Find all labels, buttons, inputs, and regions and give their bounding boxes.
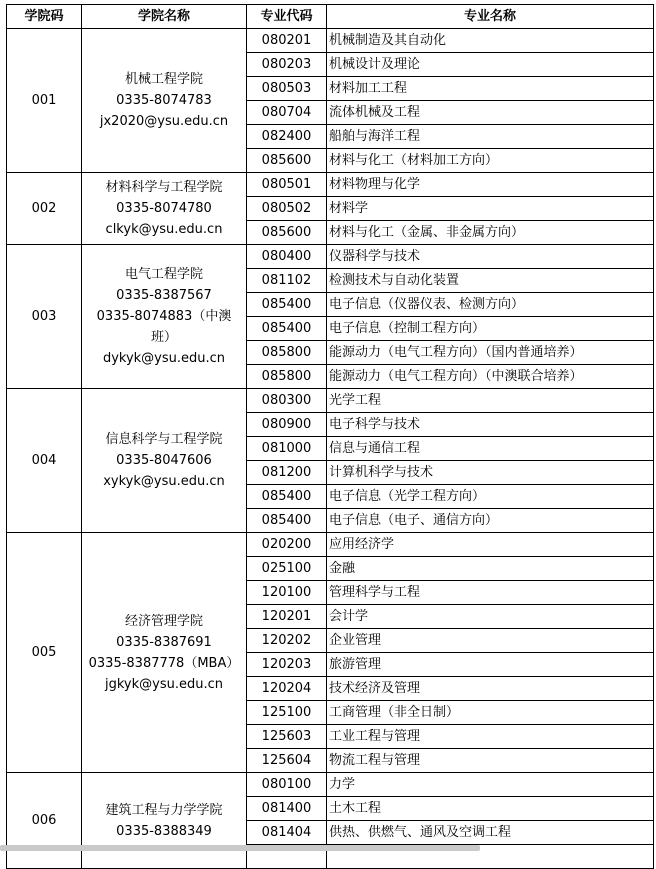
college-code: 002 [7,173,82,245]
major-code: 080704 [247,101,327,125]
college-code: 006 [7,773,82,869]
header-row [7,5,654,29]
major-code: 120202 [247,629,327,653]
major-name: 计算机科学与技术 [327,461,654,485]
major-name: 流体机械及工程 [327,101,654,125]
major-name: 物流工程与管理 [327,749,654,773]
major-name: 仪器科学与技术 [327,245,654,269]
major-name: 电子科学与技术 [327,413,654,437]
college-info [82,389,247,533]
college-info-line: clkyk@ysu.edu.cn [105,222,223,237]
major-code: 120100 [247,581,327,605]
major-name: 应用经济学 [327,533,654,557]
major-name: 船舶与海洋工程 [327,125,654,149]
header-major-name: 专业名称 [327,5,654,29]
college-info-line: 经济管理学院 [124,613,203,629]
major-code: 080400 [247,245,327,269]
header-major-code: 专业代码 [247,5,327,29]
college-info [82,29,247,173]
major-code: 080100 [247,773,327,797]
major-name: 检测技术与自动化装置 [327,269,654,293]
major-name: 工业工程与管理 [327,725,654,749]
major-name: 土木工程 [327,797,654,821]
major-name: 旅游管理 [327,653,654,677]
major-name: 管理科学与工程 [327,581,654,605]
major-name: 材料物理与化学 [327,173,654,197]
major-code: 081200 [247,461,327,485]
major-code: 085400 [247,485,327,509]
major-code: 085600 [247,149,327,173]
college-code: 005 [7,533,82,773]
college-info-line: 信息科学与工程学院 [105,432,223,447]
college-info-line: dykyk@ysu.edu.cn [102,351,226,366]
major-name: 金融 [327,557,654,581]
major-code: 085600 [247,221,327,245]
college-info-line: 0335-8074783 [116,93,212,108]
major-code: 085400 [247,509,327,533]
major-code: 120203 [247,653,327,677]
college-info [82,773,247,869]
major-name: 技术经济及管理 [327,677,654,701]
major-code: 125604 [247,749,327,773]
major-code: 085400 [247,293,327,317]
table-row [7,533,654,557]
header-college-code: 学院码 [7,5,82,29]
college-info-line: xykyk@ysu.edu.cn [103,474,225,489]
major-name: 电子信息（光学工程方向） [327,485,654,509]
major-code: 025100 [247,557,327,581]
major-name: 会计学 [327,605,654,629]
college-code: 003 [7,245,82,389]
major-code: 081102 [247,269,327,293]
table-row [7,389,654,413]
table-row [7,773,654,797]
college-info-line: 电气工程学院 [124,267,203,282]
major-name: 材料与化工（材料加工方向） [327,149,654,173]
major-code: 020200 [247,533,327,557]
major-code: 081400 [247,797,327,821]
table-body [7,29,654,869]
major-code: 080201 [247,29,327,53]
table-row [7,245,654,269]
major-name: 信息与通信工程 [327,437,654,461]
table-row [7,173,654,197]
college-info [82,245,247,389]
major-code: 125100 [247,701,327,725]
major-name: 能源动力（电气工程方向）（国内普通培养） [327,341,654,365]
major-code: 080900 [247,413,327,437]
college-info-line: 0335-8387691 [116,634,212,650]
major-code: 120204 [247,677,327,701]
college-info-line: 建筑工程与力学学院 [105,802,223,818]
major-name: 电子信息（控制工程方向） [327,317,654,341]
major-name: 材料加工工程 [327,77,654,101]
college-info-line: 0335-8074780 [116,201,212,216]
major-name: 机械设计及理论 [327,53,654,77]
college-info-line: 0335-8387778（MBA） [88,655,240,671]
college-info-line: jgkyk@ysu.edu.cn [105,676,223,692]
table-row [7,29,654,53]
major-name: 材料与化工（金属、非金属方向） [327,221,654,245]
major-name: 机械制造及其自动化 [327,29,654,53]
college-info [82,173,247,245]
major-code: 080503 [247,77,327,101]
major-name: 电子信息（电子、通信方向） [327,509,654,533]
college-info-line: 机械工程学院 [124,72,203,87]
college-code: 004 [7,389,82,533]
college-info-line: 材料科学与工程学院 [105,180,223,195]
major-code: 085400 [247,317,327,341]
header-college-name: 学院名称 [82,5,247,29]
major-code: 081404 [247,821,327,845]
college-info [82,533,247,773]
major-name: 力学 [327,773,654,797]
major-code: 080502 [247,197,327,221]
college-info-line: 0335-8074883（中澳 [96,309,232,324]
major-code: 080203 [247,53,327,77]
major-code: 081000 [247,437,327,461]
major-name: 材料学 [327,197,654,221]
horizontal-scrollbar[interactable] [0,845,480,851]
major-name: 光学工程 [327,389,654,413]
major-code: 120201 [247,605,327,629]
major-name: 能源动力（电气工程方向）（中澳联合培养） [327,365,654,389]
major-code: 085800 [247,365,327,389]
major-code: 085800 [247,341,327,365]
major-code: 082400 [247,125,327,149]
college-info-line: 0335-8388349 [116,823,212,839]
major-name: 电子信息（仪器仪表、检测方向） [327,293,654,317]
major-name: 工商管理（非全日制） [327,701,654,725]
college-info-line: 0335-8047606 [116,453,212,468]
major-code: 080300 [247,389,327,413]
major-name: 企业管理 [327,629,654,653]
major-code: 125603 [247,725,327,749]
major-name: 供热、供燃气、通风及空调工程 [327,821,654,845]
college-info-line: 0335-8387567 [116,288,212,303]
college-info-line: 班） [150,330,177,345]
major-code: 080501 [247,173,327,197]
majors-table [6,4,654,869]
college-code: 001 [7,29,82,173]
college-info-line: jx2020@ysu.edu.cn [99,114,229,129]
